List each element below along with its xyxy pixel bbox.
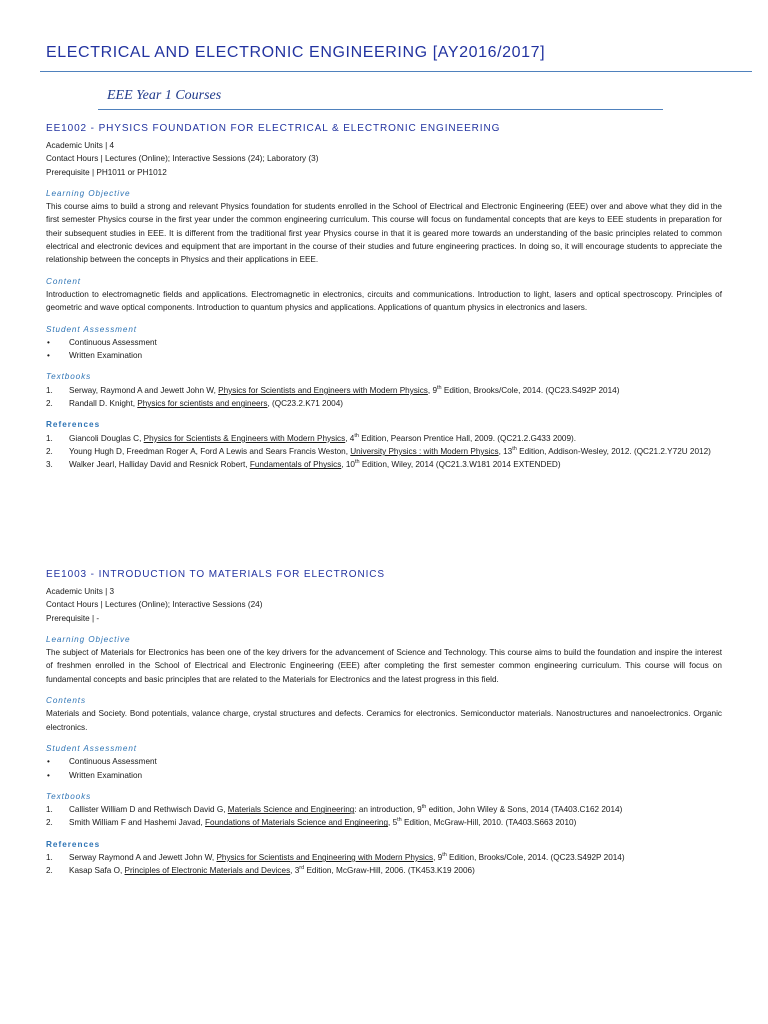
book-title: Materials Science and Engineering <box>227 805 355 815</box>
edition: , (QC23.2.K71 2004) <box>267 399 343 409</box>
authors: Serway Raymond A and Jewett John W, <box>69 853 217 863</box>
references-heading: References <box>46 420 101 430</box>
publication-info: Edition, McGraw-Hill, 2010. (TA403.S663 2010) <box>401 818 577 828</box>
edition: , 9 <box>427 385 438 395</box>
course-title: EE1003 - INTRODUCTION TO MATERIALS FOR ELECTRONICS <box>46 569 385 580</box>
bullet-icon: • <box>47 770 50 780</box>
book-title: Physics for scientists and engineers <box>137 399 268 409</box>
edition-suffix: th <box>442 852 447 859</box>
list-item <box>46 816 722 829</box>
edition-suffix: th <box>512 445 517 452</box>
references-list <box>46 432 722 472</box>
textbooks-list <box>46 384 722 411</box>
assessment-item: Continuous Assessment <box>69 337 157 347</box>
learning-objective-heading: Learning Objective <box>46 188 131 198</box>
authors: Giancoli Douglas C, <box>69 433 144 443</box>
edition-suffix: th <box>437 384 442 391</box>
item-number: 1. <box>46 385 53 395</box>
authors: Randall D. Knight, <box>69 399 138 409</box>
list-item <box>46 445 722 458</box>
publication-info: Edition, Brooks/Cole, 2014. (QC23.S492P 2014) <box>446 853 625 863</box>
academic-units: Academic Units | 4 <box>46 141 115 150</box>
edition-suffix: th <box>421 804 427 811</box>
learning-objective-text: The subject of Materials for Electronics has been one of the key drivers for the advancement of Science and Technology. This course aims to build the foundation and inspire the interest of freshmen enrolled in the School of Electrical and Electronic Engineering (EEE) after completing the first semester common engineering curriculum. This course will focus on fundamental concepts and basic principles that are related to the Materials for Electronics and the latest progress in this field. <box>46 648 722 684</box>
assessment-list <box>46 755 722 782</box>
list-item <box>46 769 722 782</box>
item-number: 2. <box>46 818 53 828</box>
list-item <box>46 349 722 362</box>
list-item <box>46 755 722 768</box>
section-rule <box>98 109 663 110</box>
list-item <box>46 397 722 410</box>
edition-suffix: th <box>354 459 360 466</box>
assessment-item: Written Examination <box>69 770 143 780</box>
book-title: University Physics : with Modern Physics <box>350 446 499 456</box>
edition: , 10 <box>341 460 355 470</box>
list-item <box>46 432 722 445</box>
edition: , 4 <box>345 433 355 443</box>
item-number: 3. <box>46 460 53 470</box>
textbooks-list <box>46 803 722 830</box>
list-item <box>46 803 722 816</box>
list-item <box>46 864 722 877</box>
publication-info: Edition, Wiley, 2014 (QC21.3.W181 2014 EXTENDED) <box>359 460 561 470</box>
book-title: Physics for Scientists and Engineering with Modern Physics <box>216 853 434 863</box>
edition: , 3 <box>290 866 300 876</box>
publication-info: Edition, Addison-Wesley, 2012. (QC21.2.Y72U 2012) <box>516 446 711 456</box>
course-ee1003 <box>46 568 722 878</box>
book-title: Fundamentals of Physics <box>249 460 342 470</box>
contents-text: Materials and Society. Bond potentials, valance charge, crystal structures and defects. Ceramics for electronics. Semiconductor materials. Nanostructures and nanoelectronics. Organic electronics. <box>46 709 722 732</box>
book-title: Principles of Electronic Materials and Devices <box>124 866 291 876</box>
item-number: 2. <box>46 399 53 409</box>
authors: Serway, Raymond A and Jewett John W, <box>69 385 219 395</box>
references-heading: References <box>46 839 101 849</box>
publication-info: edition, John Wiley & Sons, 2014 (TA403.C162 2014) <box>426 805 623 815</box>
publication-info: Edition, Pearson Prentice Hall, 2009. (QC21.2.G433 2009). <box>358 433 577 443</box>
book-title: Physics for Scientists and Engineers with Modern Physics <box>218 385 428 395</box>
publication-info: Edition, Brooks/Cole, 2014. (QC23.S492P 2014) <box>441 385 620 395</box>
authors: Young Hugh D, Freedman Roger A, Ford A Lewis and Sears Francis Weston, <box>69 446 351 456</box>
edition-suffix: th <box>397 817 402 824</box>
academic-units: Academic Units | 3 <box>46 587 115 596</box>
authors: Smith William F and Hashemi Javad, <box>69 818 206 828</box>
course-title: EE1002 - PHYSICS FOUNDATION FOR ELECTRICAL & ELECTRONIC ENGINEERING <box>46 123 501 134</box>
student-assessment-heading: Student Assessment <box>46 743 137 753</box>
assessment-item: Continuous Assessment <box>69 757 157 767</box>
edition: , 5 <box>388 818 398 828</box>
bullet-icon: • <box>47 337 50 347</box>
item-number: 1. <box>46 805 53 815</box>
edition-suffix: th <box>354 432 359 439</box>
item-number: 2. <box>46 866 53 876</box>
authors: Kasap Safa O, <box>69 866 125 876</box>
assessment-list <box>46 336 722 363</box>
authors: Walker Jearl, Halliday David and Resnick Robert, <box>69 460 250 470</box>
assessment-item: Written Examination <box>69 351 143 361</box>
list-item <box>46 336 722 349</box>
section-title: EEE Year 1 Courses <box>107 88 222 103</box>
contact-hours: Contact Hours | Lectures (Online); Interactive Sessions (24); Laboratory (3) <box>46 154 319 164</box>
book-title: Foundations of Materials Science and Engineering <box>205 818 389 828</box>
learning-objective-heading: Learning Objective <box>46 634 131 644</box>
title-rule <box>40 71 752 72</box>
contents-heading: Contents <box>46 696 86 706</box>
document-title: ELECTRICAL AND ELECTRONIC ENGINEERING [AY2016/2017] <box>46 44 546 61</box>
prerequisite: Prerequisite | - <box>46 613 100 623</box>
bullet-icon: • <box>47 757 50 767</box>
textbooks-heading: Textbooks <box>46 791 92 801</box>
content-text: Introduction to electromagnetic fields and applications. Electromagnetic in electronics, circuits and communications. Introduction to light, lasers and optical spectroscopy. Principles of geometric and wave optical components. Introduction to quantum physics and applications. Applications of quantum physics in electronics and lasers. <box>46 289 722 313</box>
publication-info: Edition, McGraw-Hill, 2006. (TK453.K19 2006) <box>304 866 475 876</box>
student-assessment-heading: Student Assessment <box>46 324 137 334</box>
list-item <box>46 851 722 864</box>
book-title: Physics for Scientists & Engineers with Modern Physics <box>143 433 346 443</box>
textbooks-heading: Textbooks <box>46 372 92 382</box>
edition-suffix: rd <box>299 865 305 872</box>
list-item <box>46 384 722 397</box>
content-heading: Content <box>46 276 81 286</box>
list-item <box>46 458 722 471</box>
item-number: 1. <box>46 433 53 443</box>
item-number: 1. <box>46 853 53 863</box>
authors: Callister William D and Rethwisch David G, <box>69 805 228 815</box>
edition: , 13 <box>498 446 513 456</box>
contact-hours: Contact Hours | Lectures (Online); Interactive Sessions (24) <box>46 600 263 610</box>
bullet-icon: • <box>47 351 50 361</box>
learning-objective-text: This course aims to build a strong and relevant Physics foundation for students enrolled in the School of Electrical and Electronic Engineering (EEE) over and above what they did in the first semester Physics course in the first year under the common engineering curriculum. This course will focus on fundamental concepts that are keys to EEE students in preparation for their subsequent studies in EEE. It is different from the traditional first year Physics course in that it is geared more towards an understanding of the basic principles related to common electrical and electronic devices and equipment that are important in the course of their studies and future engineering practices. In doing so, it will encourage students to appreciate the relationship between the concepts in Physics and their applications in EEE. <box>46 202 722 265</box>
edition: : an introduction, 9 <box>354 805 422 815</box>
prerequisite: Prerequisite | PH1011 or PH1012 <box>46 167 167 177</box>
course-ee1002 <box>46 122 722 472</box>
edition: , 9 <box>433 853 443 863</box>
item-number: 2. <box>46 446 53 456</box>
references-list <box>46 851 722 878</box>
